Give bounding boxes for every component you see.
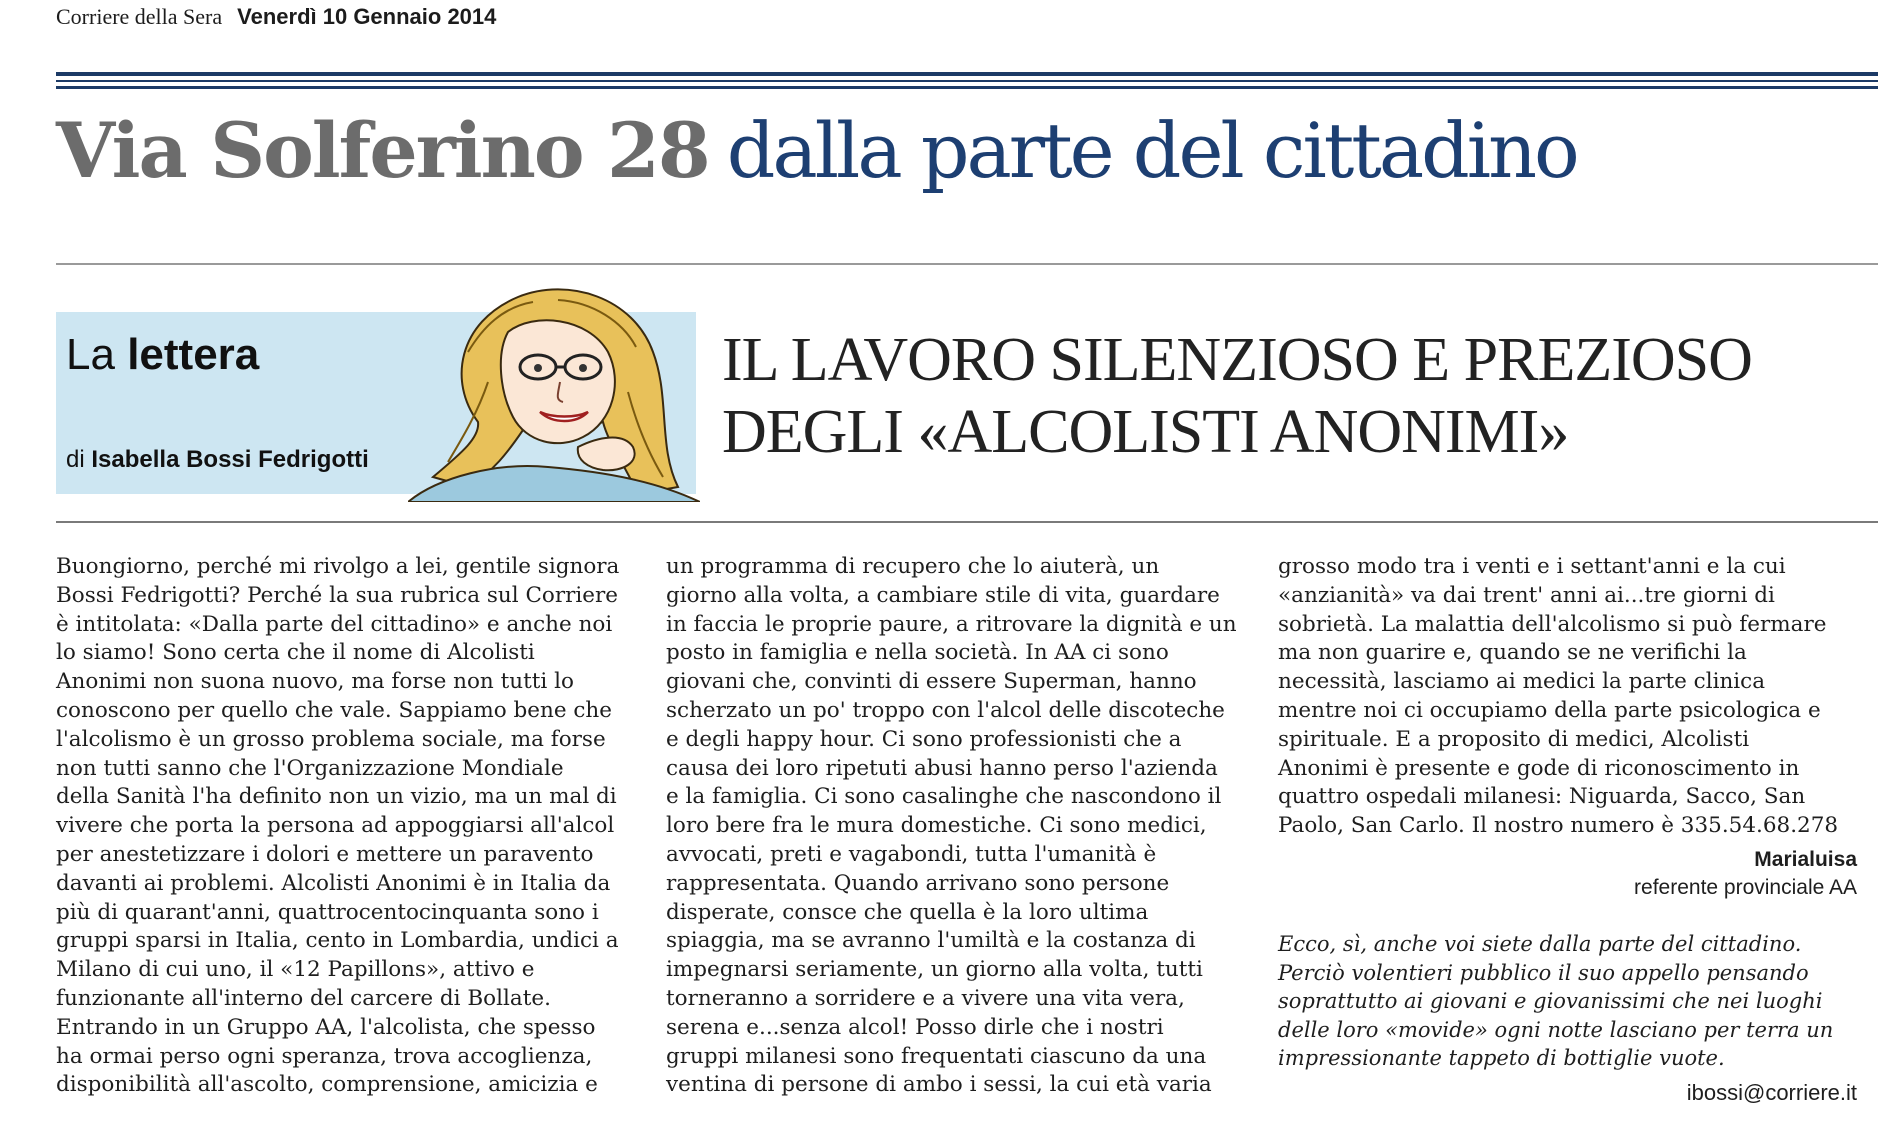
column-label-la: La — [66, 330, 115, 379]
title-divider — [56, 521, 1878, 523]
column-label-lettera: lettera — [127, 330, 260, 379]
masthead-rule-top — [56, 72, 1878, 76]
signature-name: Marialuisa — [1754, 848, 1857, 871]
signature-role: referente provinciale AA — [1634, 876, 1857, 899]
section-headline — [56, 106, 1577, 195]
masthead — [56, 4, 496, 30]
author-portrait-illustration — [408, 272, 700, 502]
headline-address: Via Solferino 28 — [56, 106, 709, 195]
article-title — [722, 324, 1752, 468]
columnist-email: ibossi@corriere.it — [1686, 1080, 1857, 1105]
article-title-line-1: IL LAVORO SILENZIOSO E PREZIOSO — [722, 326, 1752, 394]
byline-prefix: di — [66, 446, 85, 473]
byline-author: Isabella Bossi Fedrigotti — [91, 446, 369, 473]
letter-column-2: un programma di recupero che lo aiuterà, un giorno alla volta, a cambiare stile di vita, guardare in faccia le proprie paure, a ritrovare la dignità e un posto in famiglia e nella società. In AA ci sono giovani che, convinti di essere Superman, hanno scherzato un po' troppo con l'alcol delle discoteche e degli happy hour. Ci sono professionisti che a causa dei loro ripetuti abusi hanno perso l'azienda e la famiglia. Ci sono casalinghe che nascondono il loro bere fra le mura domestiche. Ci sono medici, avvocati, preti e vagabondi, tutta l'umanità è rappresentata. Quando arrivano sono persone disperate, consce che quella è la loro ultima spiaggia, ma se avranno l'umiltà e la costanza di impegnarsi seriamente, un giorno alla volta, tutti torneranno a sorridere e a vivere una vita vera, serena e...senza alcol! Posso dirle che i nostri gruppi milanesi sono frequentati ciascuno da una ventina di persone di ambo i sessi, la cui età varia — [666, 554, 1237, 1098]
columnist-reply: Ecco, sì, anche voi siete dalla parte del cittadino. Perciò volentieri pubblico il suo appello pensando soprattutto ai giovani e giovanissimi che nei luoghi delle loro «movide» ogni notte lasciano per terra un impressionante tappeto di bottiglie vuote. — [1278, 932, 1834, 1070]
column-label — [66, 330, 259, 380]
masthead-rule-bottom — [56, 86, 1878, 89]
article-title-line-2: DEGLI «ALCOLISTI ANONIMI» — [722, 398, 1569, 466]
publication-name: Corriere della Sera — [56, 4, 223, 29]
headline-divider — [56, 263, 1878, 265]
byline — [66, 446, 369, 474]
masthead-rule-middle — [56, 80, 1878, 82]
letter-column-1: Buongiorno, perché mi rivolgo a lei, gentile signora Bossi Fedrigotti? Perché la sua rubrica sul Corriere è intitolata: «Dalla parte del cittadino» e anche noi lo siamo! Sono certa che il nome di Alcolisti Anonimi non suona nuovo, ma forse non tutti lo conoscono per quello che vale. Sappiamo bene che l'alcolismo è un grosso problema sociale, ma forse non tutti sanno che l'Organizzazione Mondiale della Sanità l'ha definito non un vizio, ma un mal di vivere che porta la persona ad appoggiarsi all'alcol per anestetizzare i dolori e mettere un paravento davanti ai problemi. Alcolisti Anonimi è in Italia da più di quarant'anni, quattrocentocinquanta sono i gruppi sparsi in Italia, cento in Lombardia, undici a Milano di cui uno, il «12 Papillons», attivo e funzionante all'interno del carcere di Bollate. Entrando in un Gruppo AA, l'alcolista, che spesso ha ormai perso ogni speranza, trova accoglienza, disponibilità all'ascolto, comprensione, amicizia e — [56, 554, 620, 1098]
headline-tagline: dalla parte del cittadino — [726, 106, 1577, 195]
issue-date: Venerdì 10 Gennaio 2014 — [237, 4, 497, 29]
letter-column-3: grosso modo tra i venti e i settant'anni e la cui «anzianità» va dai trent' anni ai...tre giorni di sobrietà. La malattia dell'alcolismo si può fermare ma non guarire e, quando se ne verifichi la necessità, lasciamo ai medici la parte clinica mentre noi ci occupiamo della parte psicologica e spirituale. E a proposito di medici, Alcolisti Anonimi è presente e gode di riconoscimento in quattro ospedali milanesi: Niguarda, Sacco, San Paolo, San Carlo. Il nostro numero è 335.54.68.278 — [1278, 554, 1839, 839]
